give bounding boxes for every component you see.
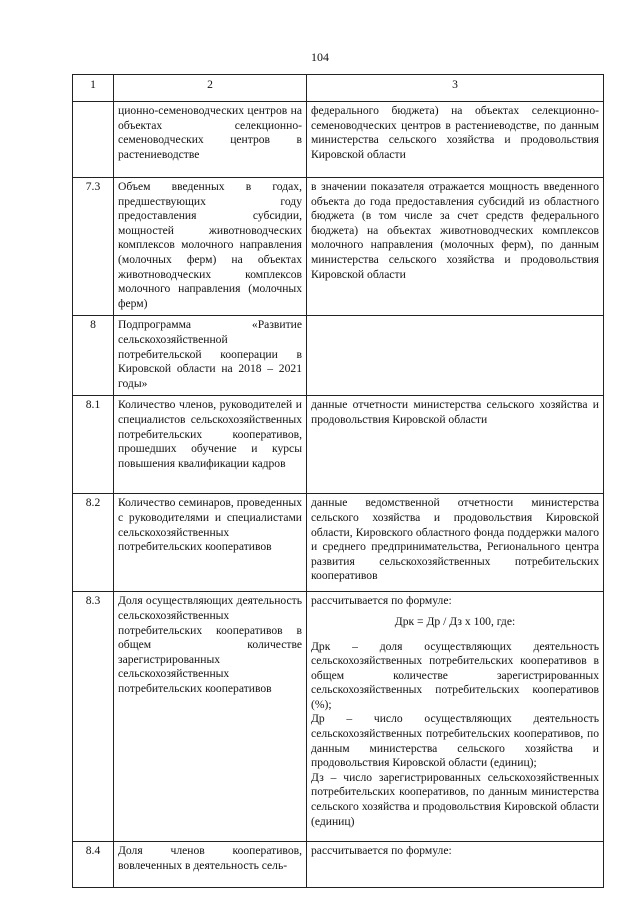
- indicator-name: Количество членов, руководителей и специалистов сельскохозяйственных потребительских кооперативов, прошедших обучение и курсы повышения квалификации кадров: [114, 396, 307, 494]
- row-number: 8: [73, 316, 114, 396]
- header-cell-3: 3: [307, 75, 604, 102]
- indicator-method: данные отчетности министерства сельского хозяйства и продовольствия Кировской области: [307, 396, 604, 494]
- formula: Дрк = Др / Дз х 100, где:: [394, 614, 516, 628]
- row-number: 7.3: [73, 178, 114, 316]
- indicator-name: Доля осуществляющих деятельность сельскохозяйственных потребительских кооперативов в общем количестве зарегистрированных сельскохозяйственных потребительских кооперативов: [114, 592, 307, 842]
- indicator-method: данные ведомственной отчетности министерства сельского хозяйства и продовольствия Кировской области, Кировского областного фонда поддержки малого и среднего предпринимательства, Регионального центра развития сельскохозяйственных потребительских кооперативов: [307, 494, 604, 592]
- table-row: [73, 592, 604, 842]
- formula-definition: Дрк – доля осуществляющих деятельность сельскохозяйственных потребительских кооперативов в общем количестве зарегистрированных сельскохозяйственных потребительских кооперативов (%);: [311, 639, 599, 711]
- indicator-name: Доля членов кооперативов, вовлеченных в деятельность сель-: [114, 842, 307, 888]
- row-number: 8.3: [73, 592, 114, 842]
- row-number: [73, 102, 114, 178]
- formula-definition: Дз – число зарегистрированных сельскохозяйственных потребительских кооперативов, по данным министерства сельского хозяйства и продовольствия Кировской области (единиц): [311, 770, 599, 828]
- page-number: 104: [311, 50, 329, 64]
- indicator-name: Объем введенных в годах, предшествующих году предоставления субсидии, мощностей животноводческих комплексов молочного направления (молочных ферм) на объектах животноводческих комплексов молочного направления (молочных ферм): [114, 178, 307, 316]
- table-row: [73, 178, 604, 316]
- table-row: [73, 842, 604, 888]
- indicator-name: Количество семинаров, проведенных с руководителями и специалистами сельскохозяйственных потребительских кооперативов: [114, 494, 307, 592]
- row-number: 8.4: [73, 842, 114, 888]
- row-number: 8.2: [73, 494, 114, 592]
- table-row: [73, 316, 604, 396]
- table-row: [73, 494, 604, 592]
- indicator-method: рассчитывается по формуле:: [307, 842, 604, 888]
- indicator-name: ционно-семеноводческих центров на объектах селекционно-семеноводческих центров в растениеводстве: [114, 102, 307, 178]
- header-cell-1: 1: [73, 75, 114, 102]
- table-row: [73, 102, 604, 178]
- indicators-table: [72, 74, 604, 888]
- table-row: [73, 396, 604, 494]
- table-header-row: [73, 75, 604, 102]
- subprogram-title: Подпрограмма «Развитие сельскохозяйственной потребительской кооперации в Кировской области на 2018 – 2021 годы»: [114, 316, 307, 396]
- indicator-method: федерального бюджета) на объектах селекционно-семеноводческих центров в растениеводстве, по данным министерства сельского хозяйства и продовольствия Кировской области: [307, 102, 604, 178]
- formula-definition: Др – число осуществляющих деятельность сельскохозяйственных потребительских кооперативов, по данным министерства сельского хозяйства и продовольствия Кировской области (единиц);: [311, 712, 599, 770]
- row-number: 8.1: [73, 396, 114, 494]
- indicator-method: в значении показателя отражается мощность введенного объекта до года предоставления субсидий из областного бюджета (в том числе за счет средств федерального бюджета) на объектах животноводческих комплексов молочного направления (молочных ферм), по данным министерства сельского хозяйства и продовольствия Кировской области: [307, 178, 604, 316]
- indicator-method: [307, 592, 604, 842]
- indicator-method: [307, 316, 604, 396]
- formula-intro: рассчитывается по формуле:: [311, 594, 452, 608]
- header-cell-2: 2: [114, 75, 307, 102]
